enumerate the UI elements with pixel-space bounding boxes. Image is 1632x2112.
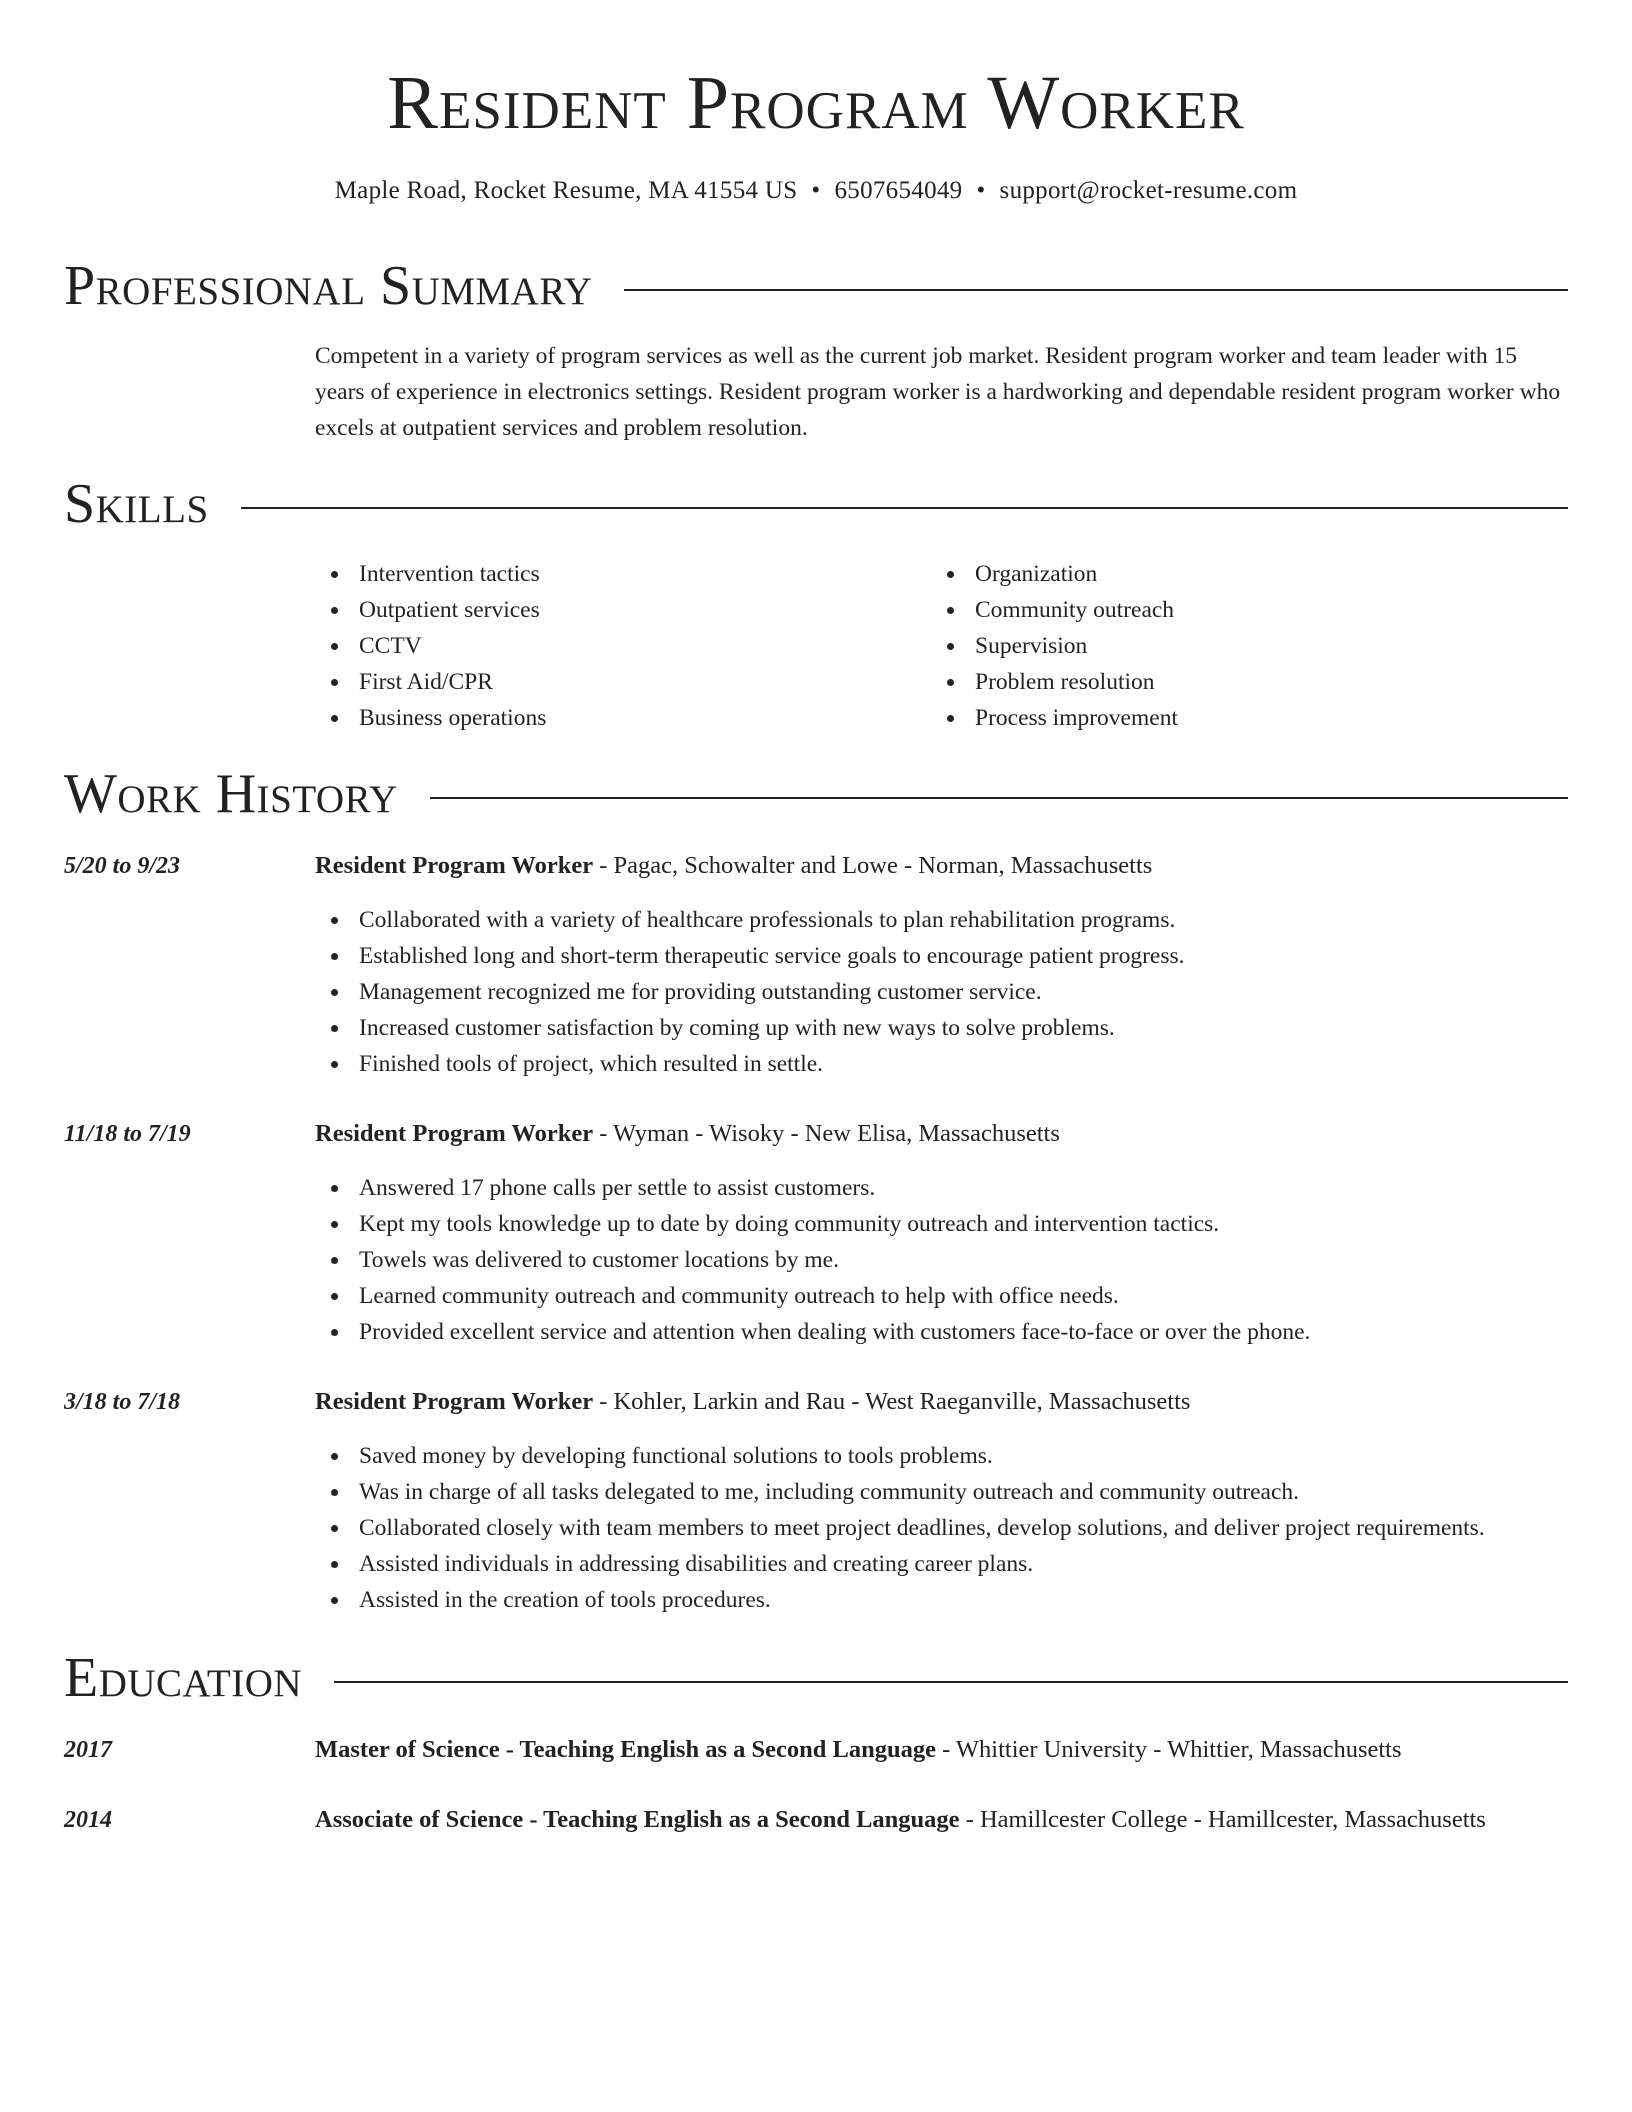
summary-text: Competent in a variety of program services as well as the current job market. Resident program worker and team leader with 15 years of experience in electronics settings. Resident program worker is a hardworking and dependable resident program worker who excels at outpatient services and problem resolution. (315, 343, 1561, 441)
section-heading-education (64, 1648, 1568, 1708)
job-heading (315, 846, 1570, 886)
contact-separator: • (976, 177, 986, 204)
skill-item: Outpatient services (315, 592, 546, 628)
education-degree: Associate of Science - Teaching English as a Second Language (315, 1806, 960, 1833)
skill-item: Process improvement (931, 700, 1178, 736)
job-bullet: Established long and short-term therapeutic service goals to encourage patient progress. (315, 938, 1185, 974)
job-bullet: Collaborated with a variety of healthcare professionals to plan rehabilitation programs. (315, 902, 1185, 938)
section-divider (241, 507, 1568, 509)
job-dates: 3/18 to 7/18 (64, 1389, 181, 1415)
education-degree: Master of Science - Teaching English as a Second Language (315, 1736, 936, 1763)
contact-line (0, 174, 1632, 208)
section-heading-skills (64, 474, 1568, 534)
section-divider (430, 797, 1568, 799)
job-heading (315, 1382, 1570, 1422)
skill-item: Organization (931, 556, 1178, 592)
education-year: 2014 (64, 1807, 112, 1833)
education-school: - Hamillcester College - Hamillcester, Massachusetts (959, 1806, 1486, 1833)
section-title-skills: Skills (64, 473, 209, 535)
job-employer: - Pagac, Schowalter and Lowe - Norman, Massachusetts (593, 852, 1153, 879)
section-divider (334, 1681, 1568, 1683)
education-school: - Whittier University - Whittier, Massachusetts (935, 1736, 1402, 1763)
contact-address: Maple Road, Rocket Resume, MA 41554 US (334, 177, 798, 204)
section-divider (624, 289, 1568, 291)
section-heading-work-history (64, 764, 1568, 824)
resume-name: Resident Program Worker (387, 61, 1245, 145)
job-bullets (315, 1170, 1310, 1350)
job-bullet: Towels was delivered to customer locations by me. (315, 1242, 1310, 1278)
job-title: Resident Program Worker (315, 1120, 594, 1147)
job-employer: - Wyman - Wisoky - New Elisa, Massachusetts (593, 1120, 1060, 1147)
skill-item: Supervision (931, 628, 1178, 664)
skills-list-right (931, 556, 1178, 736)
skill-item: First Aid/CPR (315, 664, 546, 700)
skill-item: Intervention tactics (315, 556, 546, 592)
skills-list-left (315, 556, 546, 736)
job-bullet: Was in charge of all tasks delegated to me, including community outreach and community outreach. (315, 1474, 1485, 1510)
job-title: Resident Program Worker (315, 852, 594, 879)
job-bullet: Finished tools of project, which resulted in settle. (315, 1046, 1185, 1082)
job-bullet: Assisted individuals in addressing disabilities and creating career plans. (315, 1546, 1485, 1582)
section-title-work-history: Work History (64, 763, 398, 825)
job-dates: 5/20 to 9/23 (64, 853, 181, 879)
skill-item: CCTV (315, 628, 546, 664)
contact-separator: • (811, 177, 821, 204)
skill-item: Community outreach (931, 592, 1178, 628)
job-employer: - Kohler, Larkin and Rau - West Raeganville, Massachusetts (593, 1388, 1191, 1415)
job-bullet: Collaborated closely with team members to meet project deadlines, develop solutions, and deliver project requirements. (315, 1510, 1485, 1546)
skill-item: Problem resolution (931, 664, 1178, 700)
contact-phone: 6507654049 (834, 177, 963, 204)
section-title-education: Education (64, 1647, 303, 1709)
section-heading-summary (64, 256, 1568, 316)
job-bullets (315, 1438, 1485, 1618)
job-bullet: Answered 17 phone calls per settle to assist customers. (315, 1170, 1310, 1206)
education-entry (315, 1800, 1570, 1840)
job-bullet: Management recognized me for providing outstanding customer service. (315, 974, 1185, 1010)
job-bullet: Assisted in the creation of tools procedures. (315, 1582, 1485, 1618)
job-bullet: Increased customer satisfaction by coming up with new ways to solve problems. (315, 1010, 1185, 1046)
job-bullet: Kept my tools knowledge up to date by doing community outreach and intervention tactics. (315, 1206, 1310, 1242)
section-title-summary: Professional Summary (64, 255, 593, 317)
job-bullet: Saved money by developing functional solutions to tools problems. (315, 1438, 1485, 1474)
job-bullets (315, 902, 1185, 1082)
education-entry (315, 1730, 1570, 1770)
job-dates: 11/18 to 7/19 (64, 1121, 191, 1147)
job-title: Resident Program Worker (315, 1388, 594, 1415)
job-heading (315, 1114, 1570, 1154)
contact-email: support@rocket-resume.com (999, 177, 1298, 204)
job-bullet: Learned community outreach and community outreach to help with office needs. (315, 1278, 1310, 1314)
job-bullet: Provided excellent service and attention when dealing with customers face-to-face or over the phone. (315, 1314, 1310, 1350)
education-year: 2017 (64, 1737, 112, 1763)
skill-item: Business operations (315, 700, 546, 736)
